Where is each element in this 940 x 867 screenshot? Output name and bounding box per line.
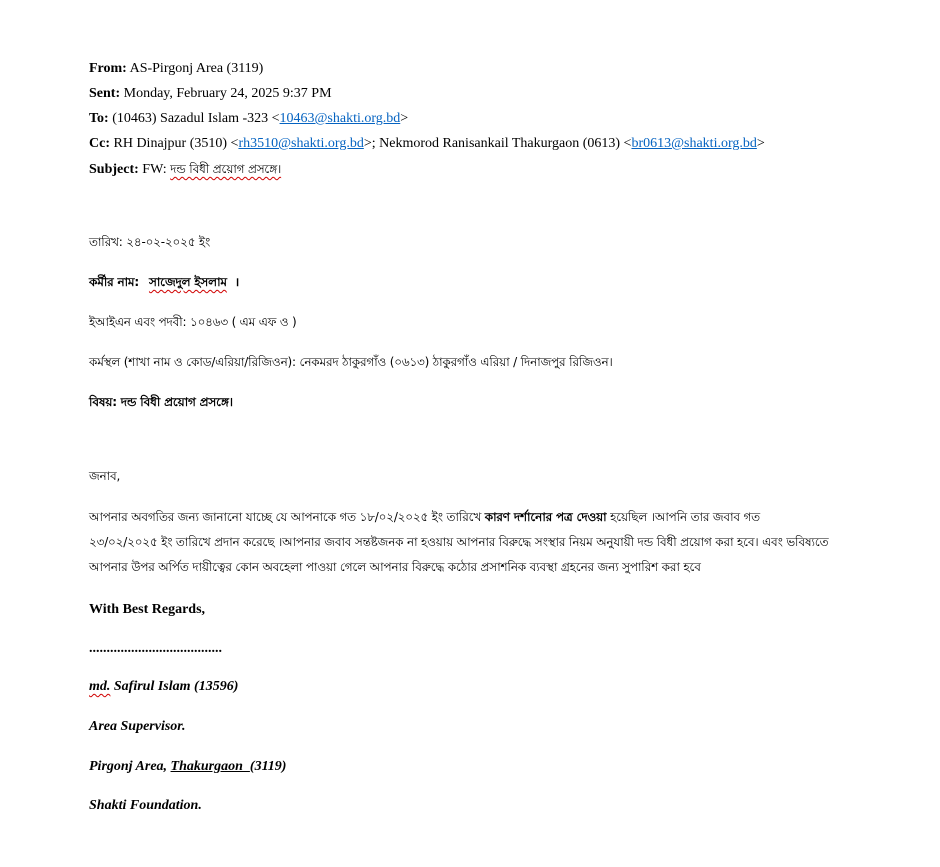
cc-line	[89, 135, 765, 153]
to-suffix: >	[400, 111, 409, 126]
cc-email-link-1[interactable]: rh3510@shakti.org.bd	[238, 136, 364, 151]
area-link: Thakurgaon	[170, 759, 250, 774]
to-prefix: (10463) Sazadul Islam -323 <	[112, 111, 280, 126]
subject-prefix: FW:	[142, 162, 171, 177]
regards: With Best Regards,	[89, 602, 206, 617]
sent-value: Monday, February 24, 2025 9:37 PM	[123, 86, 332, 101]
body-bold: কারণ দর্শানোর পত্র দেওয়া	[484, 510, 607, 524]
area-suffix: (3119)	[249, 759, 287, 774]
body-paragraph	[89, 505, 829, 580]
cc-mid: >; Nekmorod Ranisankail Thakurgaon (0613) <	[363, 136, 632, 151]
to-email-link[interactable]: 10463@shakti.org.bd	[279, 111, 401, 126]
id-line: ইআইএন এবং পদবী: ১০৪৬৩ ( এম এফ ও )	[89, 315, 297, 329]
cc-suffix: >	[756, 136, 765, 151]
sent-line	[89, 85, 332, 103]
employee-name: সাজেদুল ইসলাম	[148, 275, 227, 289]
letter-subject-line: বিষয়: দন্ড বিধী প্রয়োগ প্রসঙ্গে।	[89, 395, 233, 409]
signer-org: Shakti Foundation.	[89, 798, 202, 813]
signer-area	[89, 758, 286, 776]
from-line	[89, 60, 263, 78]
cc-prefix: RH Dinajpur (3510) <	[113, 136, 239, 151]
cc-email-link-2[interactable]: br0613@shakti.org.bd	[631, 136, 757, 151]
signer-name-rest: Safirul Islam (13596)	[110, 679, 239, 694]
cc-label: Cc:	[89, 136, 110, 151]
from-value: AS-Pirgonj Area (3119)	[129, 61, 264, 76]
workplace-line: কর্মস্থল (শাখা নাম ও কোড/এরিয়া/রিজিওন): নেকমরদ ঠাকুরগাঁও (০৬১৩) ঠাকুরগাঁও এরিয়া / দিনাজপুর রিজিওন।	[89, 355, 613, 369]
subject-value: দন্ড বিধী প্রয়োগ প্রসঙ্গে।	[170, 162, 282, 176]
employee-label: কর্মীর নাম:	[89, 275, 139, 289]
sent-label: Sent:	[89, 86, 121, 101]
signer-name-md: md.	[89, 679, 111, 694]
employee-end: ।	[234, 275, 240, 289]
subject-line	[89, 160, 281, 179]
body-part-2: হয়েছিল ।আপনি তার জবাব গত ২৩/০২/২০২৫ ইং তারিখে প্রদান করেছে ।আপনার জবাব সন্তষ্টজনক না হওয়ায় আপনার বিরুদ্ধে সংস্থার নিয়ম অনুযায়ী দন্ড বিধী প্রয়োগ করা হবে। এবং ভবিষ্যতে আপনার উপর অর্পিত দায়ীত্বের কোন অবহেলা পাওয়া গেলে আপনার বিরুদ্ধে কঠোর প্রসাশনিক ব্যবস্থা গ্রহনের জন্য সুপারিশ করা হবে	[89, 510, 829, 574]
to-label: To:	[89, 111, 109, 126]
salutation: জনাব,	[89, 469, 121, 483]
signer-title: Area Supervisor.	[89, 719, 186, 734]
employee-line	[89, 273, 239, 291]
signer-name	[89, 678, 238, 696]
area-prefix: Pirgonj Area,	[89, 759, 171, 774]
body-part-1: আপনার অবগতির জন্য জানানো যাচ্ছে যে আপনাকে গত ১৮/০২/২০২৫ ইং তারিখে	[89, 510, 485, 524]
subject-label: Subject:	[89, 162, 139, 177]
signature-dots: ......................................	[89, 641, 222, 656]
from-label: From:	[89, 61, 127, 76]
date-line: তারিখ: ২৪-০২-২০২৫ ইং	[89, 235, 211, 249]
to-line	[89, 110, 408, 128]
